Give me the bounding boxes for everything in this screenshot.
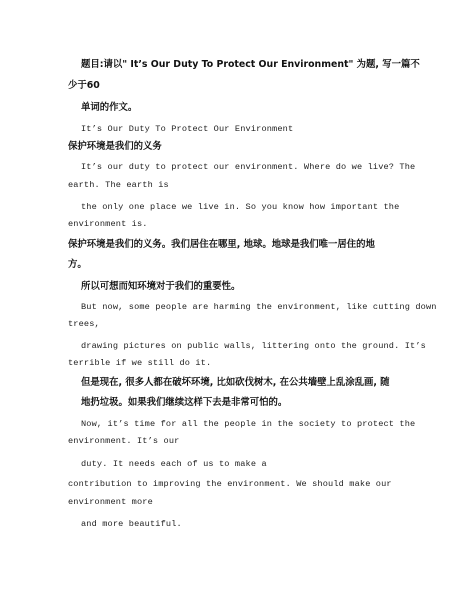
paragraph-1-line-1: It’s our duty to protect our environment. Where do we live? The [81, 162, 416, 172]
essay-title: It’s Our Duty To Protect Our Environment [81, 124, 294, 134]
translation-2-line-1: 但是现在, 很多人都在破坏环境, 比如砍伐树木, 在公共墙壁上乱涂乱画, 随 [81, 377, 390, 388]
paragraph-3-line-3: duty. It needs each of us to make a [81, 459, 267, 469]
prompt-line-3: 单词的作文。 [81, 102, 138, 113]
paragraph-2-line-4: terrible if we still do it. [68, 358, 212, 368]
translation-1-line-3: 所以可想而知环境对于我们的重要性。 [81, 281, 241, 292]
prompt-line-2: 少于60 [68, 80, 100, 91]
translation-1-line-2: 方。 [68, 259, 87, 270]
essay-title-chinese: 保护环境是我们的义务 [68, 141, 162, 152]
paragraph-3-line-4: contribution to improving the environment. We should make our [68, 479, 392, 489]
paragraph-1-line-2: earth. The earth is [68, 180, 169, 190]
prompt-line-1: 题目:请以" It’s Our Duty To Protect Our Environment" 为题, 写一篇不 [81, 59, 420, 70]
paragraph-2-line-1: But now, some people are harming the environment, like cutting down [81, 302, 437, 312]
paragraph-2-line-3: drawing pictures on public walls, littering onto the ground. It’s [81, 341, 426, 351]
paragraph-3-line-5: environment more [68, 497, 153, 507]
paragraph-2-line-2: trees, [68, 319, 100, 329]
paragraph-3-line-6: and more beautiful. [81, 519, 182, 529]
translation-1-line-1: 保护环境是我们的义务。我们居住在哪里, 地球。地球是我们唯一居住的地 [68, 239, 375, 250]
paragraph-1-line-4: environment is. [68, 219, 148, 229]
paragraph-3-line-2: environment. It’s our [68, 436, 180, 446]
paragraph-1-line-3: the only one place we live in. So you know how important the [81, 202, 400, 212]
paragraph-3-line-1: Now, it’s time for all the people in the society to protect the [81, 419, 416, 429]
translation-2-line-2: 地扔垃圾。如果我们继续这样下去是非常可怕的。 [81, 397, 288, 408]
